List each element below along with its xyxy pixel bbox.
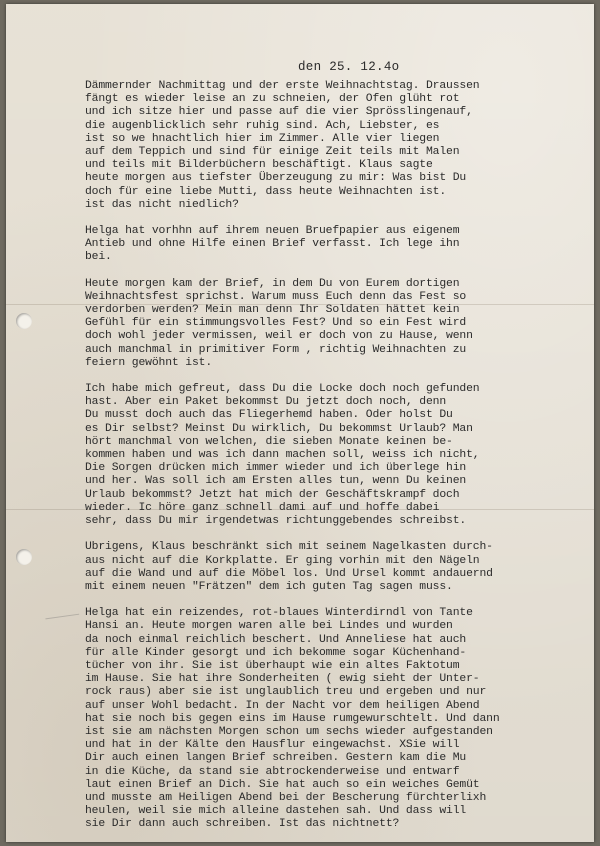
letter-paragraph [85,278,581,370]
pencil-mark [45,614,80,630]
typed-line: kommen haben und was ich dann machen soll, weiss ich nicht, [85,449,480,462]
letter-paragraph [85,607,581,831]
typed-line: Weihnachtsfest sprichst. Warum muss Euch denn das Fest so [85,290,467,303]
typed-line: hört manchmal von welchen, die sieben Monate keinen be- [85,435,453,448]
typed-line: für alle Kinder gesorgt und ich bekomme sogar Küchenhand- [85,646,467,659]
typed-line: verdorben werden? Mein man denn Ihr Soldaten hättet kein [85,304,460,317]
typed-line: Helga hat ein reizendes, rot-blaues Winterdirndl von Tante [85,607,473,620]
typed-line: Hansi an. Heute morgen waren alle bei Lindes und wurden [85,620,453,633]
typed-line: Urlaub bekommst? Jetzt hat mich der Geschäftskrampf doch [85,488,460,501]
typed-line: auf dem Teppich und sind für einige Zeit teils mit Malen [85,146,460,159]
typed-line: hat sie noch bis gegen eins im Hause rumgewurschtelt. Und dann [85,712,500,725]
typed-line: Du musst doch auch das Fliegerhemd haben. Oder holst Du [85,409,453,422]
typed-line: mit einem neuen "Frätzen" dem ich guten Tag sagen muss. [85,580,453,593]
typed-line: Gefühl für ein stimmungsvolles Fest? Und so ein Fest wird [85,317,467,330]
typed-line: doch für eine liebe Mutti, dass heute Weihnachten ist. [85,185,447,198]
punch-hole [16,549,32,565]
typed-line: feiern gewöhnt ist. [85,356,213,369]
typed-line: auch manchmal in primitiver Form , richtig Weihnachten zu [85,343,467,356]
typed-line: Ubrigens, Klaus beschränkt sich mit seinem Nagelkasten durch- [85,541,493,554]
typed-line: Heute morgen kam der Brief, in dem Du von Eurem dortigen [85,277,460,290]
typed-line: Dir auch einen langen Brief schreiben. Gestern kam die Mu [85,752,467,765]
typed-line: da noch einmal reichlich beschert. Und Anneliese hat auch [85,633,467,646]
typed-line: rock raus) aber sie ist unglaublich treu und ergeben und nur [85,686,487,699]
typed-line: ist das nicht niedlich? [85,198,239,211]
typed-line: Helga hat vorhhn auf ihrem neuen Bruefpapier aus eigenem [85,225,460,238]
typed-line: sehr, dass Du mir irgendetwas richtunggebendes schreibst. [85,515,467,528]
typed-line: aus nicht auf die Korkplatte. Er ging vorhin mit den Nägeln [85,554,480,567]
typed-line: und ich sitze hier und passe auf die vier Sprösslingenauf, [85,106,473,119]
typed-line: auf unser Wohl bedacht. In der Nacht vor dem heiligen Abend [85,699,480,712]
typed-line: es Dir selbst? Meinst Du wirklich, Du bekommst Urlaub? Man [85,422,473,435]
typed-line: Antieb und ohne Hilfe einen Brief verfasst. Ich lege ihn [85,238,460,251]
typed-line: Dämmernder Nachmittag und der erste Weihnachtstag. Draussen [85,80,480,92]
typed-line: auf die Wand und auf die Möbel los. Und Ursel kommt andauernd [85,567,493,580]
typed-line: Die Sorgen drücken mich immer wieder und ich überlege hin [85,462,467,475]
letter-paragraph [85,80,581,212]
letter-date: den 25. 12.4o [298,60,400,74]
typed-line: und teils mit Bilderbüchern beschäftigt. Klaus sagte [85,159,433,172]
typed-line: wieder. Ic höre ganz schnell dami auf und hoffe dabei [85,501,440,514]
typed-line: die augenblicklich sehr ruhig sind. Ach, Liebster, es [85,119,440,132]
typed-line: bei. [85,251,112,264]
typed-line: und hat in der Kälte den Hausflur eingewachst. XSie will [85,739,460,752]
typed-line: tücher von ihr. Sie ist überhaupt wie ein altes Faktotum [85,659,460,672]
typed-line: doch wohl jeder vermissen, weil er doch von zu Hause, wenn [85,330,473,343]
punch-hole [16,313,32,329]
typed-line: heute morgen aus tiefster Überzeugung zu mir: Was bist Du [85,172,467,185]
letter-paragraph [85,541,581,594]
typed-line: und her. Was soll ich am Ersten alles tun, wenn Du keinen [85,475,467,488]
typed-line: hast. Aber ein Paket bekommst Du jetzt doch noch, denn [85,396,447,409]
typed-line: sie Dir dann auch schreiben. Ist das nichtnett? [85,818,400,831]
typed-line: fängt es wieder leise an zu schneien, der Ofen glüht rot [85,93,460,106]
letter-body [85,80,581,845]
typed-line: in die Küche, da stand sie abtrockenderweise und entwarf [85,765,460,778]
typed-line: ist so we hnachtlich hier im Zimmer. Alle vier liegen [85,132,440,145]
typed-line: und musste am Heiligen Abend bei der Bescherung fürchterlixh [85,791,487,804]
letter-paragraph [85,383,581,528]
typed-line: heulen, weil sie mich alleine dastehen sah. Und dass will [85,805,467,818]
letter-paragraph [85,225,581,265]
typed-line: ist sie am nächsten Morgen schon um sechs wieder aufgestanden [85,725,493,738]
typed-line: Ich habe mich gefreut, dass Du die Locke doch noch gefunden [85,383,480,396]
typed-line: laut einen Brief an Dich. Sie hat auch so ein weiches Gemüt [85,778,480,791]
typed-line: im Hause. Sie hat ihre Sonderheiten ( ewig sieht der Unter- [85,673,480,686]
